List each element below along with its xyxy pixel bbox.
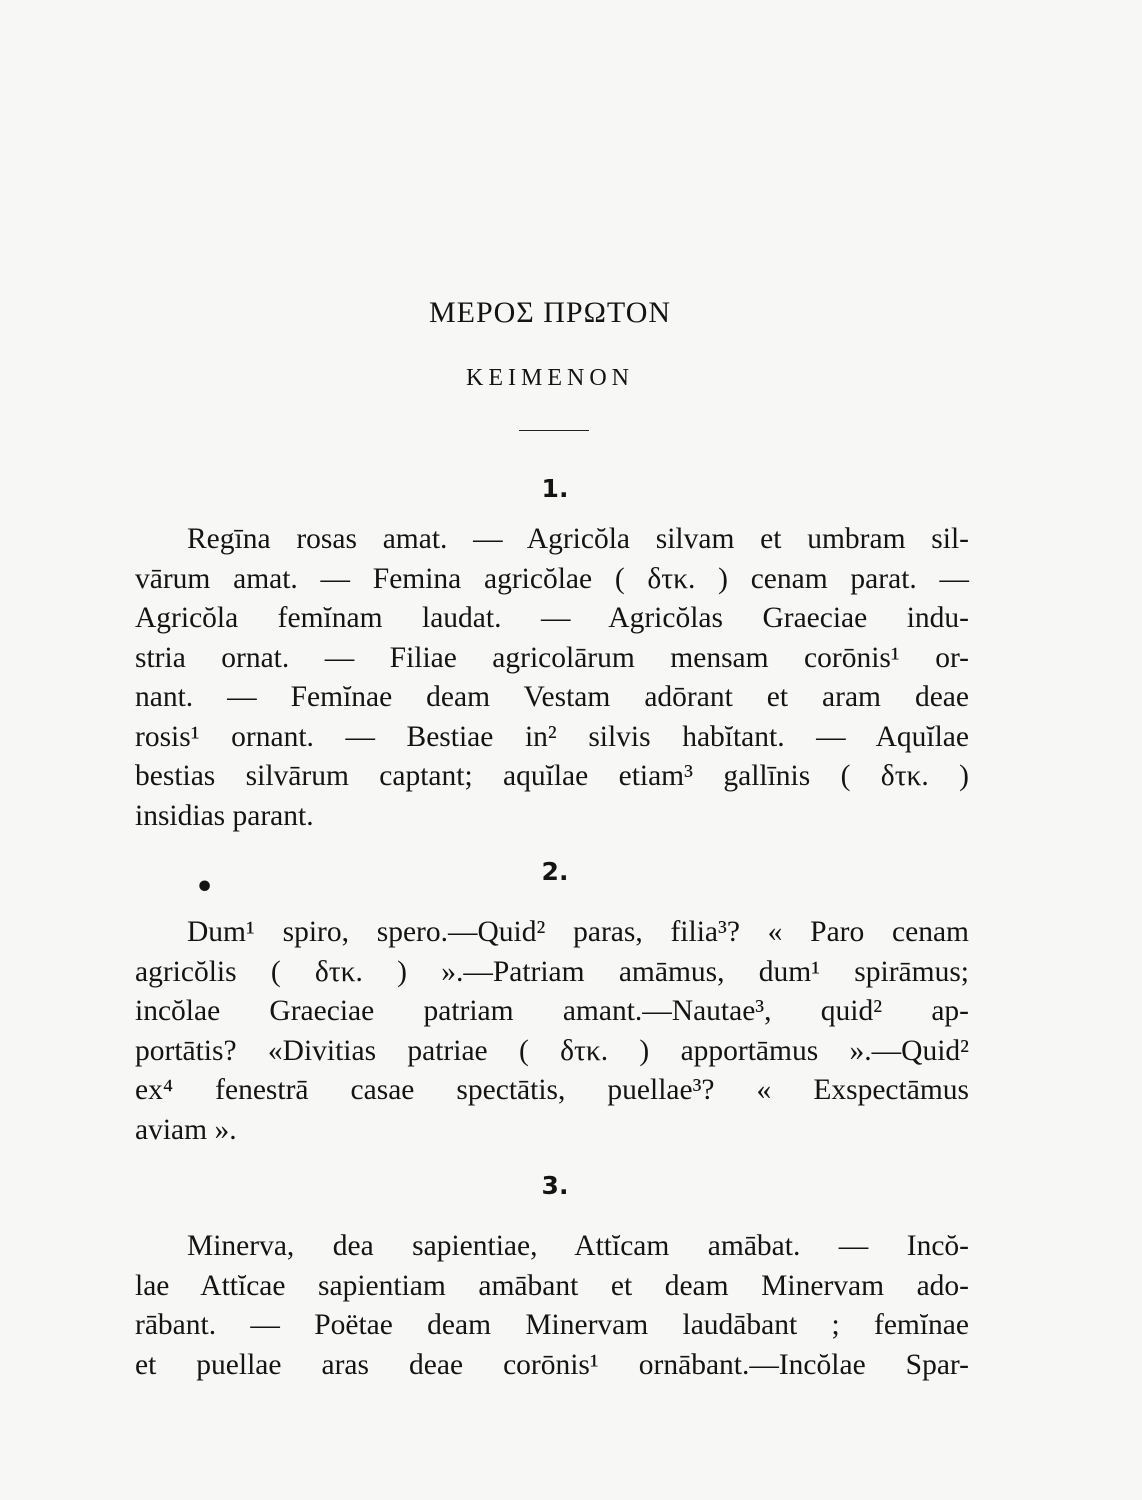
text-line: Dum¹ spiro, spero.—Quid² paras, filia³? « Paro cenam	[187, 916, 969, 948]
text-line: stria ornat. — Filiae agricolārum mensam corōnis¹ or-	[135, 641, 969, 674]
text-line: nant. — Femĭnae deam Vestam adōrant et aram deae	[135, 681, 969, 713]
stray-dot: •	[195, 870, 215, 905]
text-line: Regīna rosas amat. — Agricŏla silvam et umbram sil-	[187, 523, 969, 555]
text-line: vārum amat. — Femina agricŏlae ( δτκ. ) cenam parat. —	[135, 562, 969, 595]
text-line: rosis¹ ornant. — Bestiae in² silvis habĭtant. — Aquĭlae	[135, 720, 969, 753]
section-3-text	[135, 1227, 969, 1385]
text-line: incŏlae Graeciae patriam amant.—Nautae³, quid² ap-	[135, 995, 969, 1027]
text-line: Agricŏla femĭnam laudat. — Agricŏlas Graeciae indu-	[135, 602, 969, 634]
text-line: insidias parant.	[135, 799, 314, 832]
section-number-2: 2.	[541, 857, 569, 886]
section-2-text	[135, 913, 969, 1150]
text-line: rābant. — Poëtae deam Minervam laudābant ; femĭnae	[135, 1309, 969, 1341]
section-1-text	[135, 520, 969, 836]
text-line: bestias silvārum captant; aquĭlae etiam³ gallīnis ( δτκ. )	[135, 760, 969, 792]
text-line: agricŏlis ( δτκ. ) ».—Patriam amāmus, dum¹ spirāmus;	[135, 955, 969, 988]
text-line: lae Attĭcae sapientiam amābant et deam Minervam ado-	[135, 1269, 969, 1302]
title-divider	[519, 430, 589, 431]
section-subtitle: ΚΕΙΜΕΝΟΝ	[466, 365, 634, 391]
text-line: aviam ».	[135, 1113, 237, 1146]
text-line: Minerva, dea sapientiae, Attĭcam amābat. — Incŏ-	[187, 1230, 969, 1262]
text-line: et puellae aras deae corōnis¹ ornābant.—Incŏlae Spar-	[135, 1348, 969, 1381]
part-title: ΜΕΡΟΣ ΠΡΩΤΟΝ	[428, 296, 672, 329]
section-number-3: 3.	[541, 1171, 569, 1200]
text-line: portātis? «Divitias patriae ( δτκ. ) apportāmus ».—Quid²	[135, 1034, 969, 1067]
text-line: ex⁴ fenestrā casae spectātis, puellae³? « Exspectāmus	[135, 1074, 969, 1106]
section-number-1: 1.	[541, 474, 569, 503]
